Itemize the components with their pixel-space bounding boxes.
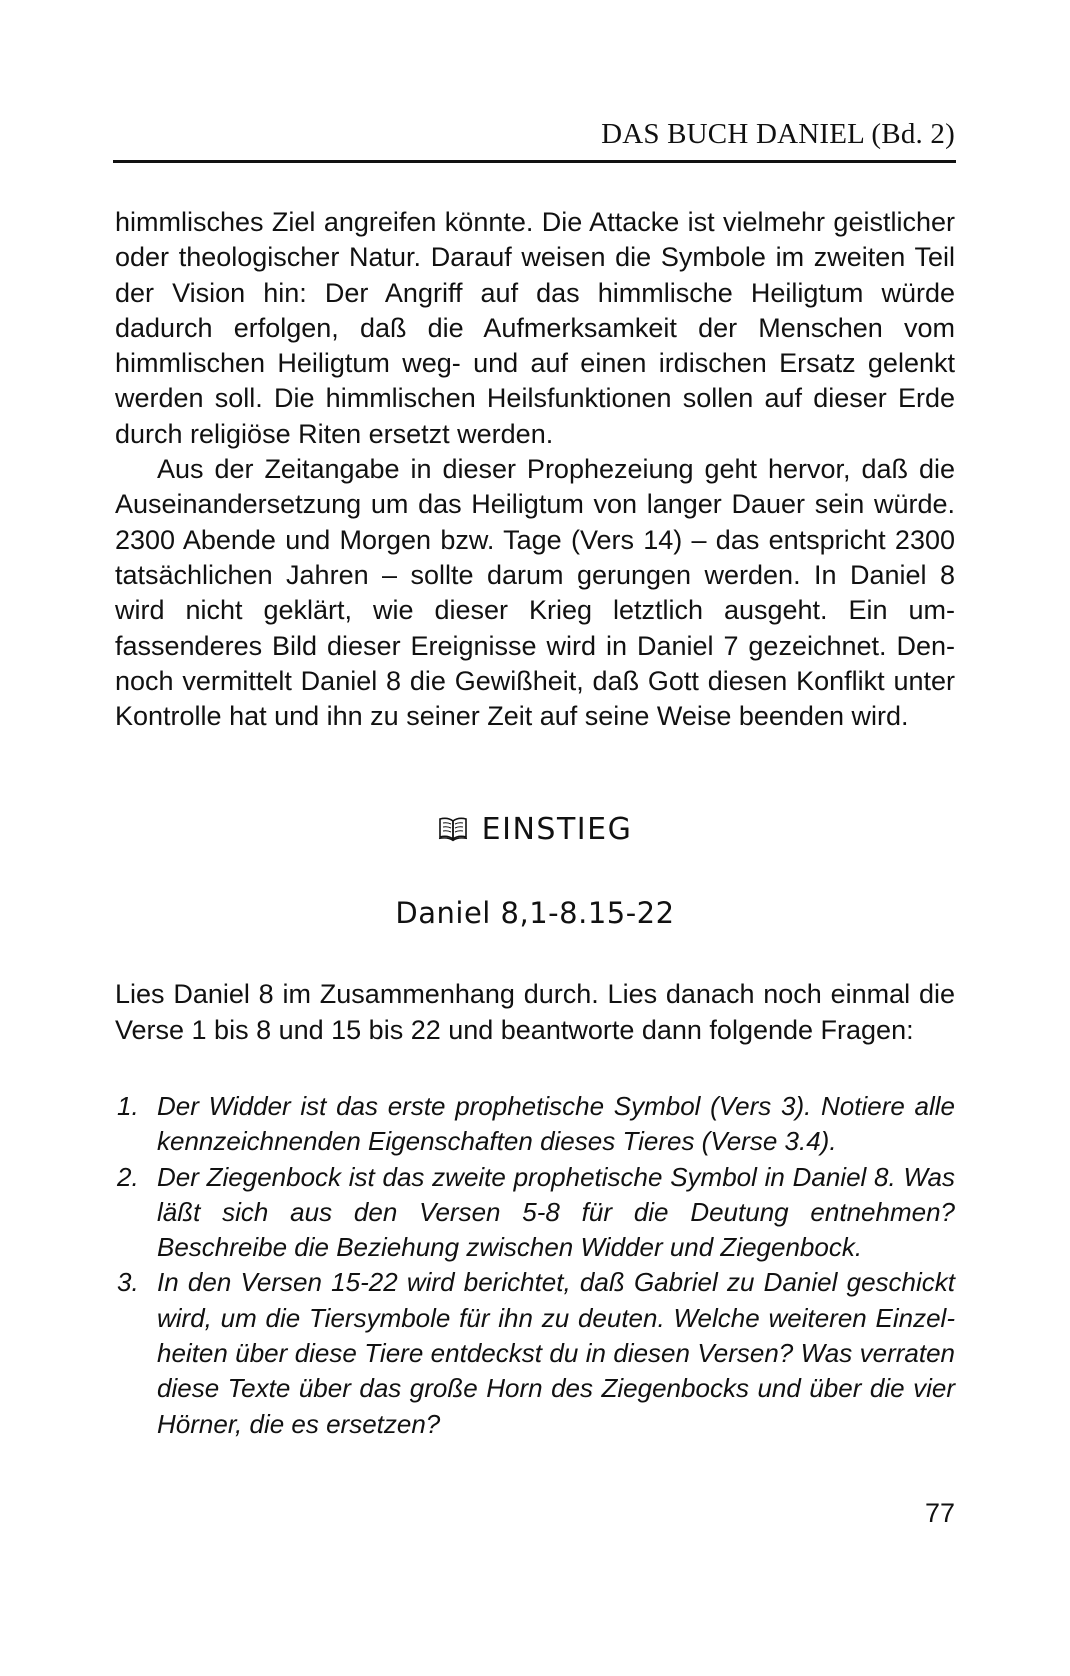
section-heading <box>115 812 955 850</box>
question-item <box>115 1265 955 1441</box>
question-text: Der Ziegenbock ist das zweite prophetische Symbol in Daniel 8. Was läßt sich aus den Versen 5-8 für die Deutung entnehmen? Beschreibe die Beziehung zwischen Widder und Ziegenbock. <box>157 1161 955 1263</box>
question-number: 1. <box>117 1091 139 1121</box>
instruction-text: Lies Daniel 8 im Zusammenhang durch. Lies danach noch einmal die Verse 1 bis 8 und 15 bis 22 und beantworte dann folgende Fragen: <box>115 979 955 1045</box>
page-number: 77 <box>924 1498 955 1528</box>
open-book-icon <box>438 815 468 850</box>
section-title: EINSTIEG <box>481 812 633 847</box>
question-text: Der Widder ist das erste prophetische Symbol (Vers 3). Notiere alle kennzeichnenden Eigenschaften dieses Tieres (Verse 3.4). <box>157 1091 955 1157</box>
body-paragraph: Aus der Zeitangabe in dieser Prophezeiung geht hervor, daß die Auseinandersetzung um das Heiligtum von langer Dauer sein würde. 2300 Abende und Morgen bzw. Tage (Vers 14) – das entspricht 2300 tatsächlichen Jahren – sollte darum gerungen werden. In Daniel 8 wird nicht geklärt, wie dieser Krieg letztlich ausgeht. Ein umfassenderes Bild dieser Ereignisse wird in Daniel 7 gezeichnet. Dennoch vermittelt Daniel 8 die Gewißheit, daß Gott diesen Konflikt unter Kontrolle hat und ihn zu seiner Zeit auf seine Weise beenden wird. <box>115 454 955 732</box>
question-number: 3. <box>117 1267 139 1298</box>
question-item <box>115 1160 955 1266</box>
question-text: In den Versen 15-22 wird berichtet, daß Gabriel zu Daniel geschickt wird, um die Tiersymbole für ihn zu deuten. Welche weiteren Einzelheiten über diese Tiere entdeckst du in diesen Versen? Was verraten diese Texte über das große Horn des Ziegenbocks und über die vier Hörner, die es ersetzen? <box>157 1267 955 1439</box>
scripture-reference: Daniel 8,1-8.15-22 <box>395 896 675 930</box>
question-number: 2. <box>117 1161 139 1192</box>
body-text <box>115 205 955 734</box>
running-head-title: DAS BUCH DANIEL (Bd. 2) <box>601 118 955 150</box>
header-rule <box>113 160 956 163</box>
body-paragraph: himmlisches Ziel angreifen könnte. Die Attacke ist vielmehr geistlicher oder theologischer Natur. Darauf weisen die Symbole im zweiten Teil der Vision hin: Der Angriff auf das himmlische Heiligtum würde dadurch erfolgen, daß die Aufmerksamkeit der Menschen vom himmlischen Heiligtum weg- und auf einen irdischen Ersatz gelenkt werden soll. Die himmlischen Heilsfunktionen sollen auf dieser Erde durch religiöse Riten ersetzt werden. <box>115 207 955 449</box>
question-list <box>115 1089 955 1442</box>
question-item <box>115 1089 955 1160</box>
